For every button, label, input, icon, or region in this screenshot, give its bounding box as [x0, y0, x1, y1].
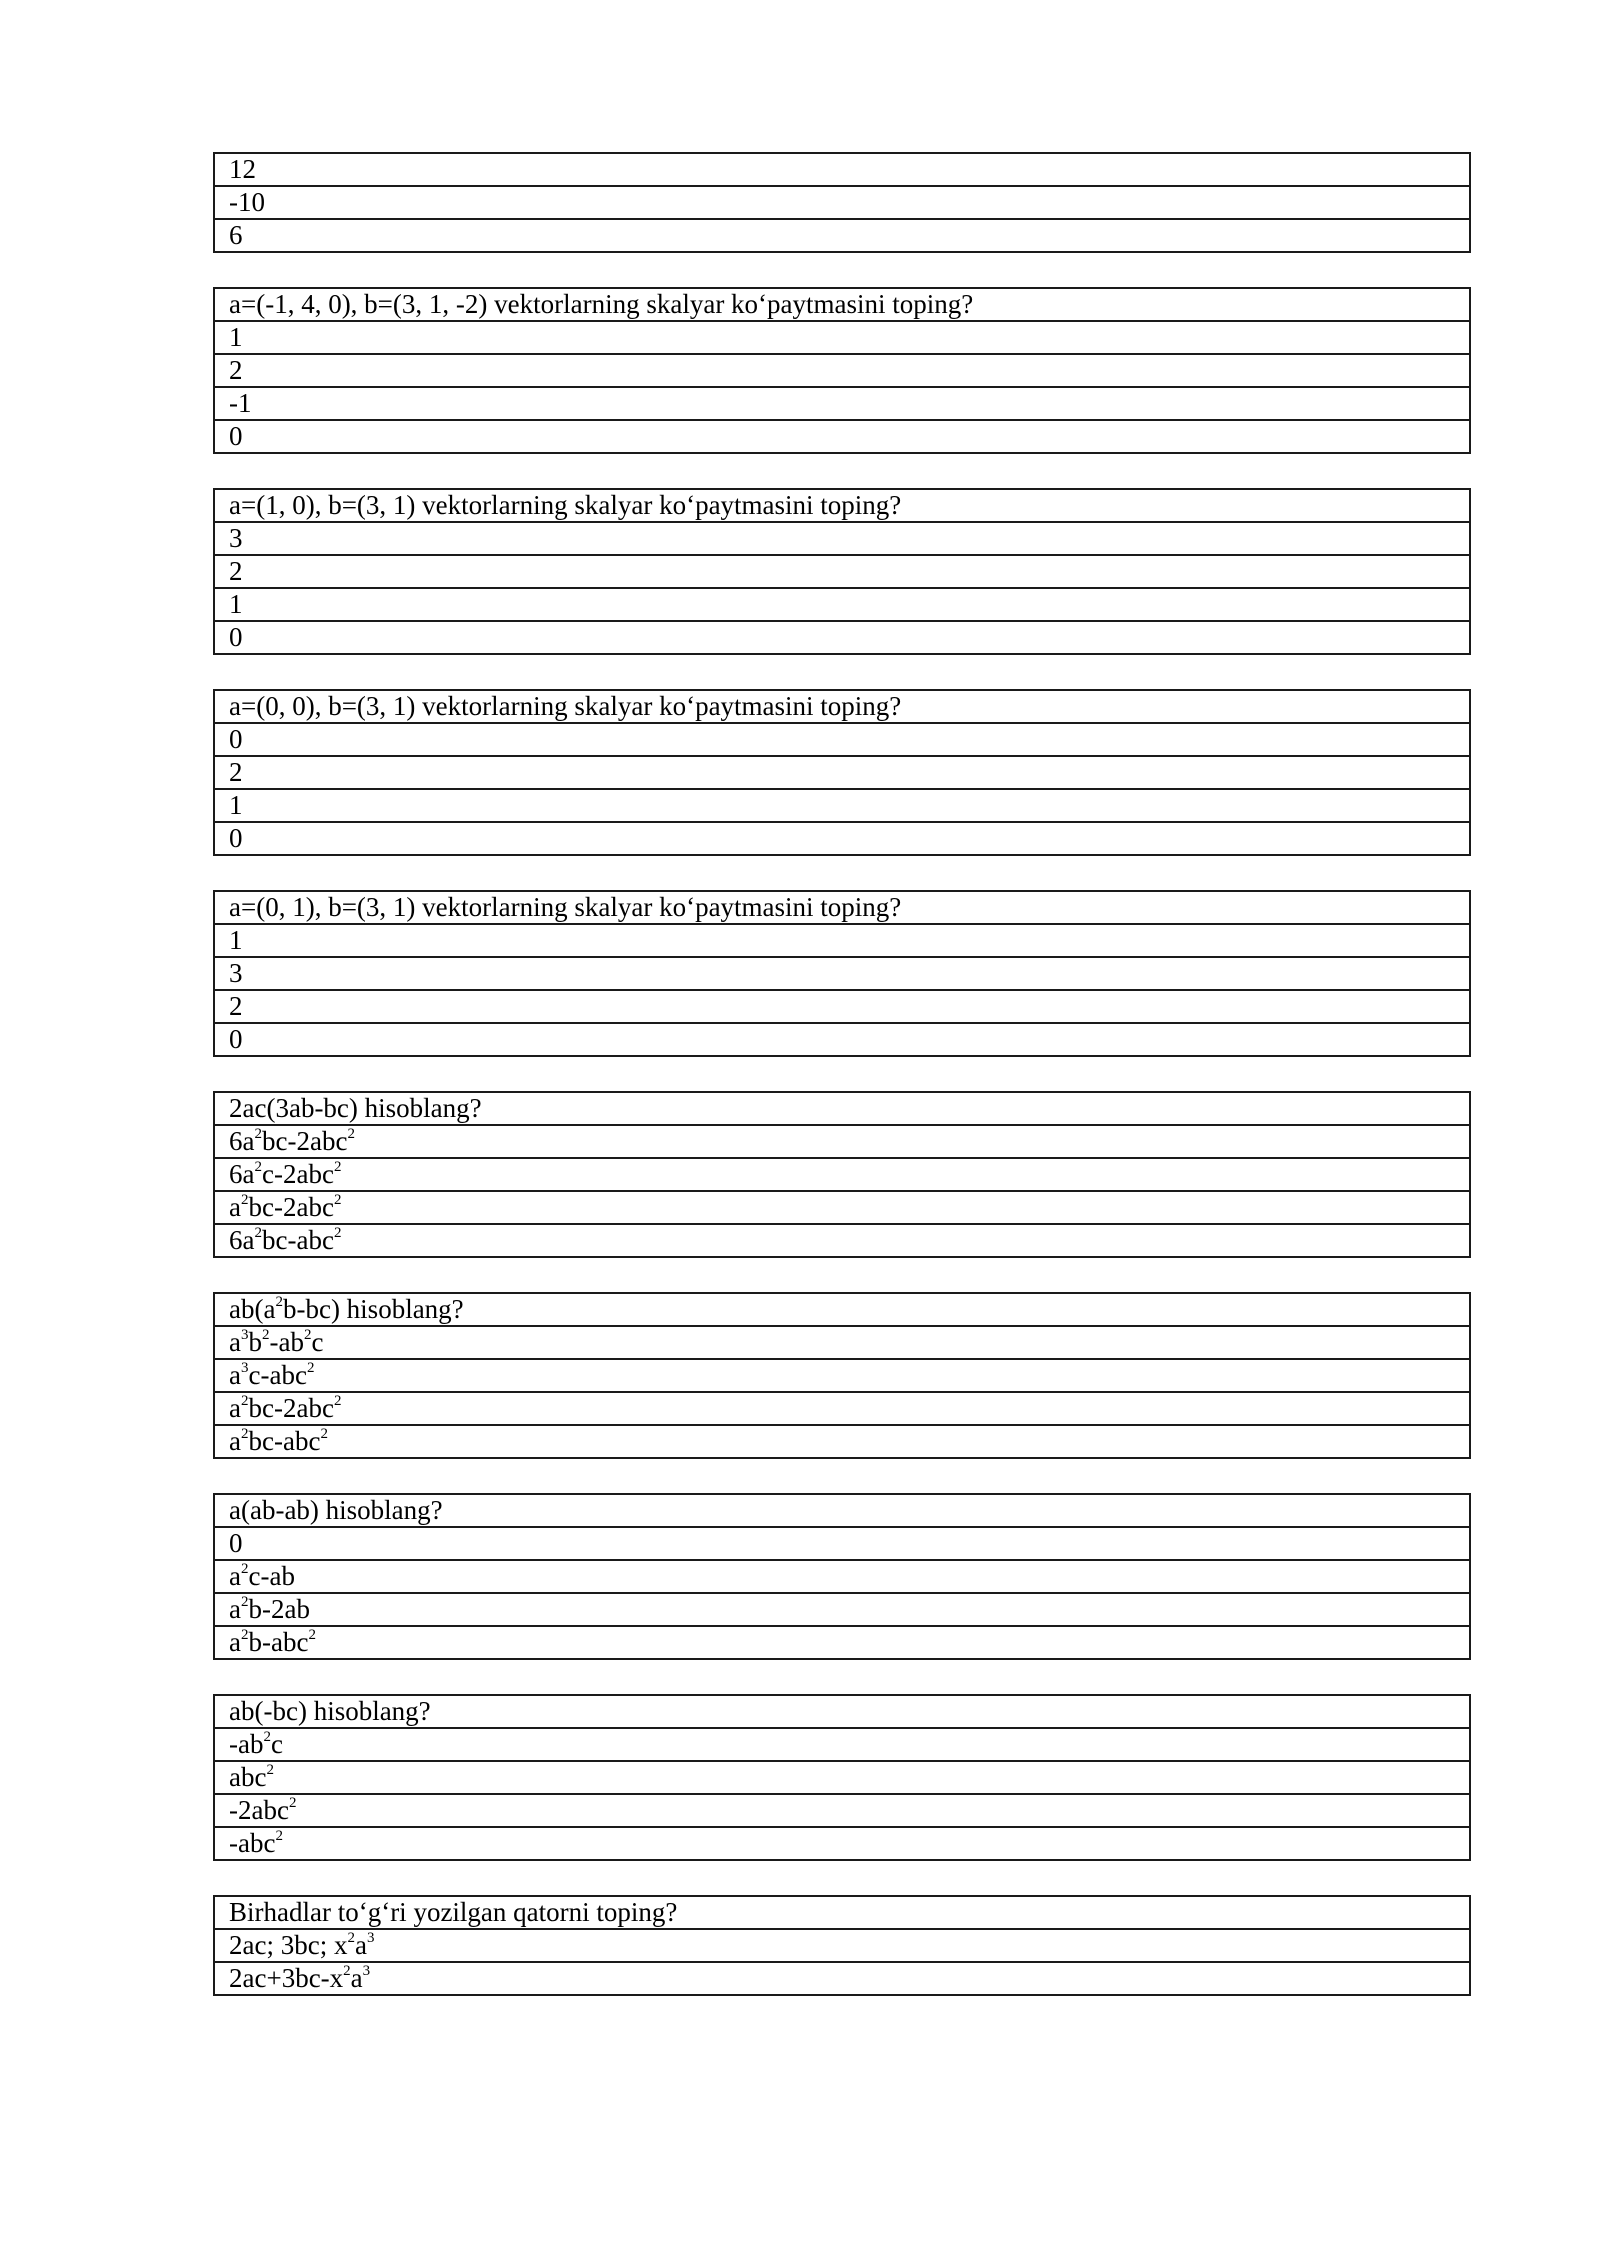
cell-text: a=(-1, 4, 0), b=(3, 1, -2) vektorlarning skalyar ko‘paytmasini toping?	[229, 289, 974, 319]
answer-row	[214, 588, 1470, 621]
table-cell	[214, 1224, 1470, 1257]
cell-text: 1	[229, 790, 243, 820]
table-cell	[214, 153, 1470, 186]
superscript: 2	[263, 1729, 271, 1745]
superscript: 2	[254, 1159, 262, 1175]
table-cell	[214, 522, 1470, 555]
answer-row	[214, 1359, 1470, 1392]
superscript: 3	[366, 1930, 375, 1946]
cell-text: bc-2abc	[248, 1393, 334, 1423]
table-cell	[214, 1158, 1470, 1191]
table-cell	[214, 1794, 1470, 1827]
cell-text: ab(-bc) hisoblang?	[229, 1696, 431, 1726]
superscript: 2	[320, 1426, 328, 1442]
superscript: 2	[288, 1795, 297, 1811]
cell-text: -10	[229, 187, 265, 217]
answer-row	[214, 957, 1470, 990]
cell-text: 2ac+3bc-x	[229, 1963, 344, 1993]
cell-text: b	[248, 1327, 262, 1357]
table-cell	[214, 1896, 1470, 1929]
table-cell	[214, 1023, 1470, 1056]
table-cell	[214, 1392, 1470, 1425]
superscript: 2	[306, 1360, 315, 1376]
superscript: 2	[240, 1627, 249, 1643]
answer-row	[214, 1326, 1470, 1359]
table-cell	[214, 924, 1470, 957]
table-cell	[214, 1494, 1470, 1527]
cell-text: 0	[229, 823, 243, 853]
cell-text: bc-abc	[248, 1426, 321, 1456]
cell-text: a=(0, 1), b=(3, 1) vektorlarning skalyar ko‘paytmasini toping?	[229, 892, 902, 922]
document-page	[213, 152, 1471, 2030]
answer-row	[214, 924, 1470, 957]
answer-row	[214, 1827, 1470, 1860]
answer-row	[214, 789, 1470, 822]
answer-row	[214, 723, 1470, 756]
table-cell	[214, 288, 1470, 321]
table-cell	[214, 489, 1470, 522]
answer-row	[214, 1158, 1470, 1191]
table-cell	[214, 621, 1470, 654]
question-row	[214, 891, 1470, 924]
question-row	[214, 1494, 1470, 1527]
question-row	[214, 1293, 1470, 1326]
answer-row	[214, 1560, 1470, 1593]
question-table	[213, 689, 1471, 856]
superscript: 2	[240, 1426, 249, 1442]
table-cell	[214, 756, 1470, 789]
answer-row	[214, 1191, 1470, 1224]
answer-row	[214, 555, 1470, 588]
question-table	[213, 287, 1471, 454]
cell-text: Birhadlar to‘g‘ri yozilgan qatorni toping?	[229, 1897, 678, 1927]
table-cell	[214, 690, 1470, 723]
question-table	[213, 488, 1471, 655]
cell-text: bc-2abc	[261, 1126, 348, 1156]
cell-text: c	[311, 1327, 324, 1357]
answer-row	[214, 1962, 1470, 1995]
cell-text: -ab	[229, 1729, 264, 1759]
table-cell	[214, 957, 1470, 990]
cell-text: c	[270, 1729, 283, 1759]
cell-text: 1	[229, 589, 243, 619]
cell-text: 2ac; 3bc; x	[229, 1930, 348, 1960]
cell-text: ab(a	[229, 1294, 276, 1324]
answer-row	[214, 1392, 1470, 1425]
answer-row	[214, 822, 1470, 855]
answer-row	[214, 1023, 1470, 1056]
superscript: 3	[362, 1963, 371, 1979]
cell-text: c-abc	[248, 1360, 307, 1390]
superscript: 2	[343, 1963, 351, 1979]
question-row	[214, 1695, 1470, 1728]
table-cell	[214, 1359, 1470, 1392]
superscript: 2	[240, 1393, 249, 1409]
table-cell	[214, 723, 1470, 756]
question-row	[214, 288, 1470, 321]
question-row	[214, 1092, 1470, 1125]
table-cell	[214, 1929, 1470, 1962]
cell-text: 0	[229, 1024, 243, 1054]
answer-row	[214, 153, 1470, 186]
table-cell	[214, 555, 1470, 588]
table-cell	[214, 321, 1470, 354]
cell-text: -abc	[229, 1828, 276, 1858]
cell-text: 2	[229, 355, 243, 385]
cell-text: bc-2abc	[248, 1192, 334, 1222]
cell-text: a	[229, 1360, 241, 1390]
cell-text: 6	[229, 220, 243, 250]
cell-text: a	[229, 1426, 241, 1456]
answer-row	[214, 1761, 1470, 1794]
superscript: 2	[261, 1327, 270, 1343]
answer-row	[214, 756, 1470, 789]
cell-text: a(ab-ab) hisoblang?	[229, 1495, 443, 1525]
table-cell	[214, 1191, 1470, 1224]
superscript: 2	[333, 1393, 342, 1409]
superscript: 2	[266, 1762, 274, 1778]
cell-text: a=(0, 0), b=(3, 1) vektorlarning skalyar ko‘paytmasini toping?	[229, 691, 902, 721]
cell-text: 1	[229, 925, 243, 955]
answer-row	[214, 621, 1470, 654]
table-cell	[214, 1326, 1470, 1359]
cell-text: 2	[229, 556, 243, 586]
cell-text: 3	[229, 523, 243, 553]
table-cell	[214, 1425, 1470, 1458]
superscript: 3	[240, 1327, 249, 1343]
cell-text: a	[229, 1192, 241, 1222]
answer-row	[214, 321, 1470, 354]
cell-text: -1	[229, 388, 252, 418]
table-cell	[214, 1293, 1470, 1326]
cell-text: a	[229, 1393, 241, 1423]
answer-row	[214, 1527, 1470, 1560]
answer-row	[214, 522, 1470, 555]
table-cell	[214, 822, 1470, 855]
cell-text: a	[229, 1594, 241, 1624]
question-table	[213, 1895, 1471, 1996]
table-cell	[214, 1962, 1470, 1995]
table-cell	[214, 1827, 1470, 1860]
table-cell	[214, 1593, 1470, 1626]
answer-row	[214, 387, 1470, 420]
answer-row	[214, 219, 1470, 252]
question-table	[213, 1694, 1471, 1861]
superscript: 2	[275, 1828, 283, 1844]
answer-row	[214, 1125, 1470, 1158]
question-table	[213, 890, 1471, 1057]
answer-row	[214, 1794, 1470, 1827]
answer-row	[214, 1728, 1470, 1761]
answer-row	[214, 186, 1470, 219]
table-cell	[214, 891, 1470, 924]
table-cell	[214, 1125, 1470, 1158]
cell-text: 2	[229, 757, 243, 787]
cell-text: 0	[229, 622, 243, 652]
table-cell	[214, 588, 1470, 621]
table-cell	[214, 354, 1470, 387]
superscript: 2	[333, 1225, 342, 1241]
answer-row	[214, 1929, 1470, 1962]
cell-text: c-2abc	[261, 1159, 334, 1189]
cell-text: 0	[229, 421, 243, 451]
table-cell	[214, 789, 1470, 822]
table-cell	[214, 1560, 1470, 1593]
answer-row	[214, 1896, 1470, 1929]
superscript: 2	[333, 1159, 342, 1175]
answer-row	[214, 1593, 1470, 1626]
superscript: 2	[333, 1192, 342, 1208]
answer-row	[214, 1224, 1470, 1257]
answer-row	[214, 990, 1470, 1023]
table-cell	[214, 219, 1470, 252]
answer-row	[214, 354, 1470, 387]
superscript: 2	[254, 1126, 262, 1142]
table-cell	[214, 1695, 1470, 1728]
cell-text: bc-abc	[261, 1225, 334, 1255]
question-table	[213, 152, 1471, 253]
superscript: 2	[254, 1225, 262, 1241]
table-cell	[214, 186, 1470, 219]
answer-row	[214, 1425, 1470, 1458]
superscript: 3	[240, 1360, 249, 1376]
cell-text: a	[229, 1327, 241, 1357]
answer-row	[214, 1626, 1470, 1659]
cell-text: 12	[229, 154, 256, 184]
question-row	[214, 489, 1470, 522]
cell-text: a	[350, 1963, 363, 1993]
cell-text: -2abc	[229, 1795, 289, 1825]
table-cell	[214, 1092, 1470, 1125]
cell-text: a=(1, 0), b=(3, 1) vektorlarning skalyar ko‘paytmasini toping?	[229, 490, 902, 520]
table-cell	[214, 1626, 1470, 1659]
table-cell	[214, 1728, 1470, 1761]
table-cell	[214, 1527, 1470, 1560]
cell-text: 0	[229, 724, 243, 754]
superscript: 2	[240, 1192, 249, 1208]
question-table	[213, 1292, 1471, 1459]
cell-text: abc	[229, 1762, 267, 1792]
cell-text: 1	[229, 322, 243, 352]
question-row	[214, 690, 1470, 723]
answer-row	[214, 420, 1470, 453]
cell-text: -ab	[269, 1327, 304, 1357]
superscript: 2	[303, 1327, 312, 1343]
cell-text: b-abc	[248, 1627, 309, 1657]
cell-text: 0	[229, 1528, 243, 1558]
cell-text: 3	[229, 958, 243, 988]
cell-text: a	[229, 1627, 241, 1657]
superscript: 2	[308, 1627, 316, 1643]
question-table	[213, 1091, 1471, 1258]
superscript: 2	[347, 1126, 355, 1142]
cell-text: 6a	[229, 1225, 255, 1255]
cell-text: b-2ab	[248, 1594, 310, 1624]
cell-text: 6a	[229, 1159, 255, 1189]
cell-text: 6a	[229, 1126, 255, 1156]
cell-text: b-bc) hisoblang?	[282, 1294, 464, 1324]
question-table	[213, 1493, 1471, 1660]
table-cell	[214, 1761, 1470, 1794]
cell-text: a	[229, 1561, 241, 1591]
superscript: 2	[275, 1294, 283, 1310]
superscript: 2	[240, 1561, 249, 1577]
cell-text: 2	[229, 991, 243, 1021]
cell-text: a	[354, 1930, 367, 1960]
cell-text: c-ab	[248, 1561, 295, 1591]
cell-text: 2ac(3ab-bc) hisoblang?	[229, 1093, 482, 1123]
table-cell	[214, 387, 1470, 420]
table-cell	[214, 990, 1470, 1023]
superscript: 2	[347, 1930, 355, 1946]
table-cell	[214, 420, 1470, 453]
superscript: 2	[240, 1594, 249, 1610]
